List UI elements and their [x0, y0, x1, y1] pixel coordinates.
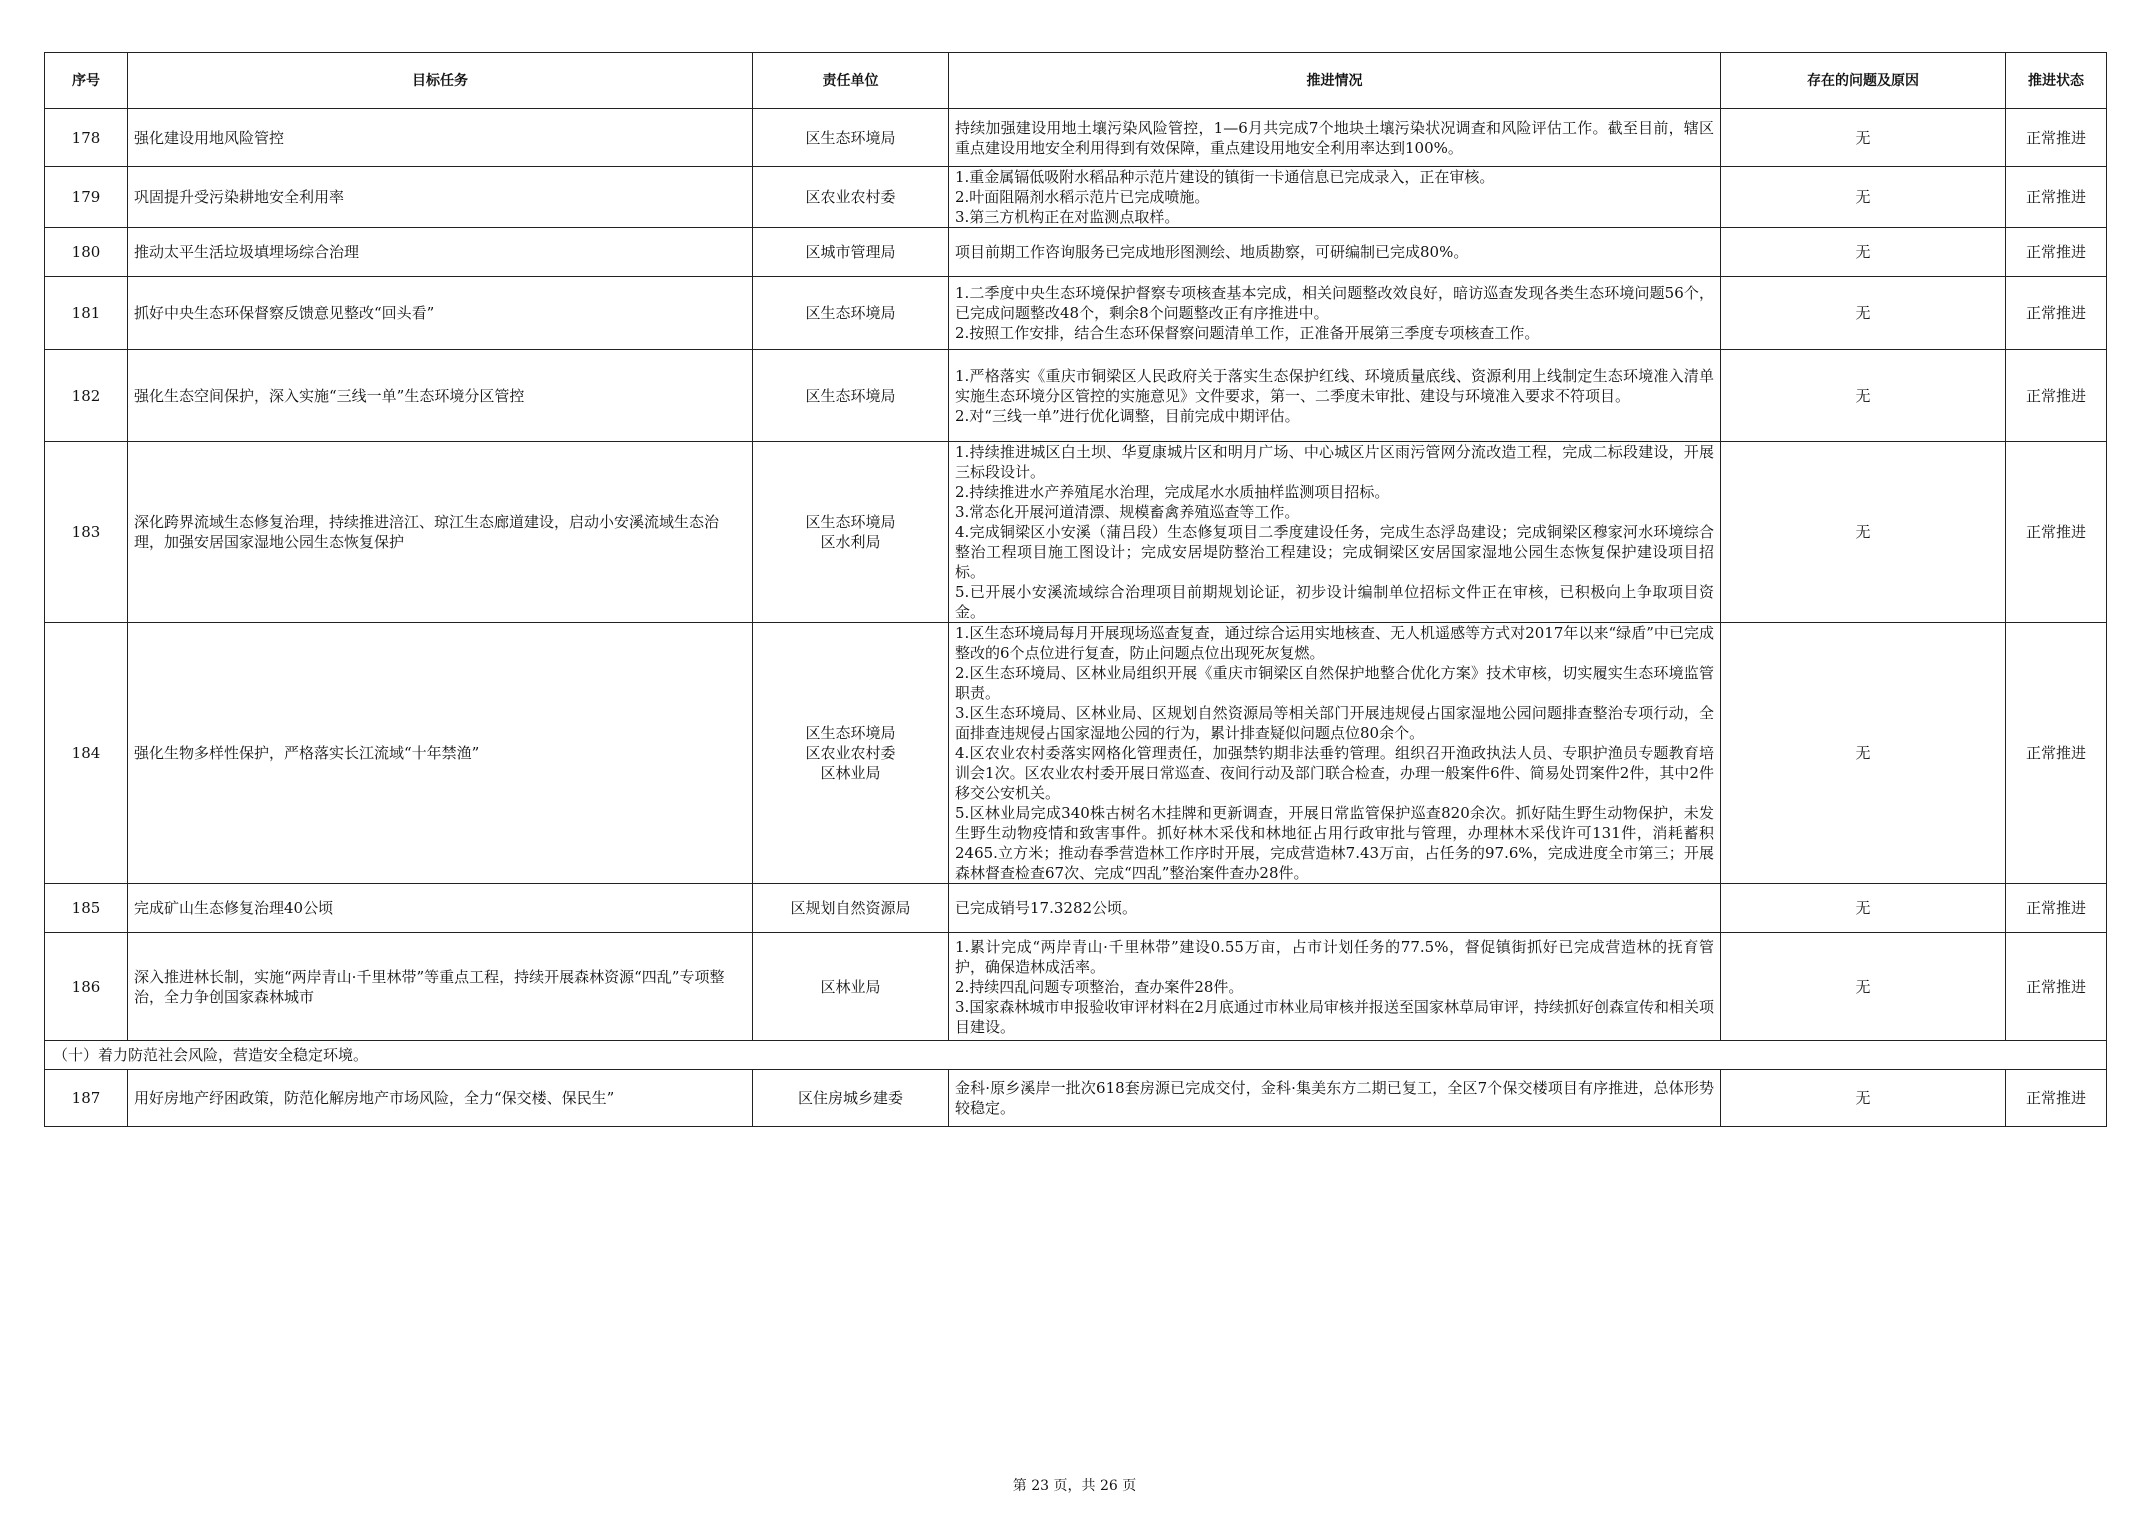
progress-item: 1.二季度中央生态环境保护督察专项核查基本完成，相关问题整改效良好，暗访巡查发现各类生态环境问题56个，已完成问题整改48个，剩余8个问题整改正有序推进中。 [955, 284, 1714, 322]
target-task: 完成矿山生态修复治理40公顷 [128, 884, 753, 933]
table-row [45, 109, 2107, 167]
table-row [45, 1070, 2107, 1127]
table-row [45, 442, 2107, 623]
responsible-unit: 区林业局 [753, 933, 949, 1041]
status: 正常推进 [2006, 933, 2107, 1041]
target-task: 深入推进林长制，实施“两岸青山·千里林带”等重点工程，持续开展森林资源“四乱”专项整治，全力争创国家森林城市 [128, 933, 753, 1041]
table-row [45, 167, 2107, 228]
page-footer: 第 23 页，共 26 页 [1012, 1478, 1137, 1494]
progress-description [949, 933, 1721, 1041]
responsible-unit-line: 区林业局 [820, 764, 881, 782]
responsible-unit: 区城市管理局 [753, 228, 949, 277]
status: 正常推进 [2006, 167, 2107, 228]
progress-item: 2.持续推进水产养殖尾水治理，完成尾水水质抽样监测项目招标。 [955, 483, 1390, 501]
row-number: 180 [45, 228, 128, 277]
status: 正常推进 [2006, 109, 2107, 167]
status: 正常推进 [2006, 350, 2107, 442]
issues: 无 [1721, 167, 2006, 228]
table-header-row [45, 53, 2107, 109]
target-task: 强化生态空间保护，深入实施“三线一单”生态环境分区管控 [128, 350, 753, 442]
responsible-unit-line: 区农业农村委 [805, 744, 896, 762]
row-number: 184 [45, 623, 128, 884]
progress-item: 4.区农业农村委落实网格化管理责任，加强禁钓期非法垂钓管理。组织召开渔政执法人员、专职护渔员专题教育培训会1次。区农业农村委开展日常巡查、夜间行动及部门联合检查，办理一般案件6件、简易处罚案件2件，其中2件移交公安机关。 [955, 744, 1714, 802]
row-number: 186 [45, 933, 128, 1041]
table-row [45, 933, 2107, 1041]
status: 正常推进 [2006, 884, 2107, 933]
section-row [45, 1041, 2107, 1070]
progress-item: 3.第三方机构正在对监测点取样。 [955, 208, 1180, 226]
responsible-unit-line: 区生态环境局 [805, 724, 896, 742]
status: 正常推进 [2006, 277, 2107, 350]
target-task: 抓好中央生态环保督察反馈意见整改“回头看” [128, 277, 753, 350]
progress-item: 1.严格落实《重庆市铜梁区人民政府关于落实生态保护红线、环境质量底线、资源利用上线制定生态环境准入清单实施生态环境分区管控的实施意见》文件要求，第一、二季度未审批、建设与环境准入要求不符项目。 [955, 366, 1714, 405]
status: 正常推进 [2006, 1070, 2107, 1127]
progress-item: 1.累计完成“两岸青山·千里林带”建设0.55万亩，占市计划任务的77.5%，督促镇街抓好已完成营造林的抚育管护，确保造林成活率。 [955, 937, 1714, 976]
progress-description [949, 623, 1721, 884]
row-number: 185 [45, 884, 128, 933]
progress-description [949, 442, 1721, 623]
issues: 无 [1721, 350, 2006, 442]
issues: 无 [1721, 109, 2006, 167]
progress-item: 1.区生态环境局每月开展现场巡查复查，通过综合运用实地核查、无人机遥感等方式对2017年以来“绿盾”中已完成整改的6个点位进行复查，防止问题点位出现死灰复燃。 [955, 624, 1714, 662]
table-row [45, 623, 2107, 884]
progress-description [949, 884, 1721, 933]
issues: 无 [1721, 1070, 2006, 1127]
progress-item: 1.重金属镉低吸附水稻品种示范片建设的镇街一卡通信息已完成录入，正在审核。 [955, 168, 1495, 186]
progress-item: 2.叶面阻隔剂水稻示范片已完成喷施。 [955, 188, 1210, 206]
target-task: 深化跨界流域生态修复治理，持续推进涪江、琼江生态廊道建设，启动小安溪流域生态治理，加强安居国家湿地公园生态恢复保护 [128, 442, 753, 623]
header-task: 目标任务 [128, 53, 753, 109]
progress-item: 2.持续四乱问题专项整治，查办案件28件。 [955, 977, 1244, 996]
row-number: 183 [45, 442, 128, 623]
status: 正常推进 [2006, 442, 2107, 623]
issues: 无 [1721, 623, 2006, 884]
responsible-unit: 区生态环境局 [753, 350, 949, 442]
issues: 无 [1721, 228, 2006, 277]
issues: 无 [1721, 442, 2006, 623]
issues: 无 [1721, 277, 2006, 350]
responsible-unit-line: 区生态环境局 [805, 513, 896, 531]
section-title: （十）着力防范社会风险，营造安全稳定环境。 [45, 1041, 2107, 1070]
row-number: 187 [45, 1070, 128, 1127]
status: 正常推进 [2006, 228, 2107, 277]
header-progress: 推进情况 [949, 53, 1721, 109]
progress-item: 2.按照工作安排，结合生态环保督察问题清单工作，正准备开展第三季度专项核查工作。 [955, 324, 1540, 342]
progress-description [949, 277, 1721, 350]
progress-item: 已完成销号17.3282公顷。 [955, 899, 1138, 917]
progress-item: 项目前期工作咨询服务已完成地形图测绘、地质勘察，可研编制已完成80%。 [955, 243, 1469, 261]
issues: 无 [1721, 933, 2006, 1041]
responsible-unit [753, 623, 949, 884]
responsible-unit: 区住房城乡建委 [753, 1070, 949, 1127]
progress-item: 4.完成铜梁区小安溪（蒲吕段）生态修复项目二季度建设任务，完成生态浮岛建设；完成铜梁区穆家河水环境综合整治工程项目施工图设计；完成安居堤防整治工程建设；完成铜梁区安居国家湿地公园生态恢复保护建设项目招标。 [955, 523, 1714, 581]
progress-item: 持续加强建设用地土壤污染风险管控，1—6月共完成7个地块土壤污染状况调查和风险评估工作。截至目前，辖区重点建设用地安全利用得到有效保障，重点建设用地安全利用率达到100%。 [955, 118, 1714, 157]
target-task: 巩固提升受污染耕地安全利用率 [128, 167, 753, 228]
row-number: 181 [45, 277, 128, 350]
progress-item: 3.国家森林城市申报验收审评材料在2月底通过市林业局审核并报送至国家林草局审评，持续抓好创森宣传和相关项目建设。 [955, 997, 1714, 1036]
header-status: 推进状态 [2006, 53, 2107, 109]
target-task: 用好房地产纾困政策，防范化解房地产市场风险，全力“保交楼、保民生” [128, 1070, 753, 1127]
progress-description [949, 228, 1721, 277]
responsible-unit-line: 区水利局 [820, 533, 881, 551]
progress-item: 2.对“三线一单”进行优化调整，目前完成中期评估。 [955, 406, 1300, 425]
progress-description [949, 1070, 1721, 1127]
responsible-unit [753, 442, 949, 623]
target-task: 推动太平生活垃圾填埋场综合治理 [128, 228, 753, 277]
responsible-unit: 区生态环境局 [753, 277, 949, 350]
progress-item: 3.常态化开展河道清漂、规模畜禽养殖巡查等工作。 [955, 503, 1300, 521]
table-row [45, 884, 2107, 933]
progress-item: 金科·原乡溪岸一批次618套房源已完成交付，金科·集美东方二期已复工，全区7个保交楼项目有序推进，总体形势较稳定。 [955, 1079, 1714, 1117]
target-task: 强化建设用地风险管控 [128, 109, 753, 167]
table-row [45, 228, 2107, 277]
row-number: 179 [45, 167, 128, 228]
header-unit: 责任单位 [753, 53, 949, 109]
progress-item: 5.区林业局完成340株古树名木挂牌和更新调查，开展日常监管保护巡查820余次。抓好陆生野生动物保护，未发生野生动物疫情和致害事件。抓好林木采伐和林地征占用行政审批与管理，办理林木采伐许可131件，消耗蓄积2465.立方米；推动春季营造林工作序时开展，完成营造林7.43万亩，占任务的97.6%，完成进度全市第三；开展森林督查检查67次、完成“四乱”整治案件查办28件。 [955, 804, 1714, 882]
responsible-unit: 区农业农村委 [753, 167, 949, 228]
progress-description [949, 109, 1721, 167]
table-row [45, 350, 2107, 442]
progress-item: 5.已开展小安溪流域综合治理项目前期规划论证，初步设计编制单位招标文件正在审核，已积极向上争取项目资金。 [955, 583, 1714, 621]
table-row [45, 277, 2107, 350]
header-issues: 存在的问题及原因 [1721, 53, 2006, 109]
header-no: 序号 [45, 53, 128, 109]
issues: 无 [1721, 884, 2006, 933]
progress-item: 2.区生态环境局、区林业局组织开展《重庆市铜梁区自然保护地整合优化方案》技术审核，切实履实生态环境监管职责。 [955, 664, 1714, 702]
target-task: 强化生物多样性保护，严格落实长江流域“十年禁渔” [128, 623, 753, 884]
progress-item: 3.区生态环境局、区林业局、区规划自然资源局等相关部门开展违规侵占国家湿地公园问题排查整治专项行动，全面排查违规侵占国家湿地公园的行为，累计排查疑似问题点位80余个。 [955, 704, 1714, 742]
status: 正常推进 [2006, 623, 2107, 884]
row-number: 178 [45, 109, 128, 167]
responsible-unit: 区生态环境局 [753, 109, 949, 167]
row-number: 182 [45, 350, 128, 442]
progress-description [949, 350, 1721, 442]
progress-item: 1.持续推进城区白土坝、华夏康城片区和明月广场、中心城区片区雨污管网分流改造工程，完成二标段建设，开展三标段设计。 [955, 443, 1714, 481]
progress-table [44, 52, 2107, 1127]
responsible-unit: 区规划自然资源局 [753, 884, 949, 933]
progress-description [949, 167, 1721, 228]
